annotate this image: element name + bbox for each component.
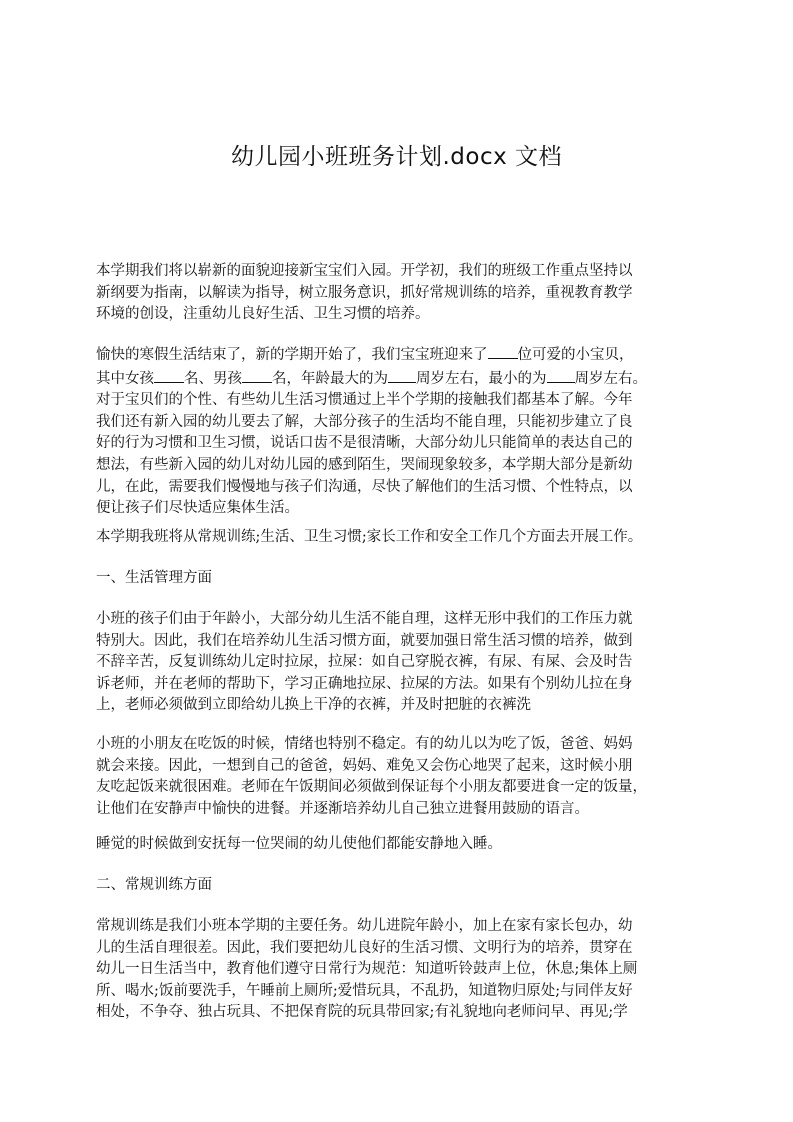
text-line: 睡觉的时候做到安抚每一位哭闹的幼儿使他们都能安静地入睡。 (96, 836, 502, 852)
text-line: 友吃起饭来就很困难。老师在午饭期间必须做到保证每个小朋友都要进食一定的饭量， (96, 779, 647, 796)
text-line: 就会来接。因此，一想到自己的爸爸，妈妈、难免又会伤心地哭了起来，这时候小朋 (96, 757, 633, 774)
text-line: 儿的生活自理很差。因此，我们要把幼儿良好的生活习惯、文明行为的培养，贯穿在 (96, 939, 633, 956)
text-line: 不辞辛苦，反复训练幼儿定时拉尿，拉屎：如自己穿脱衣裤，有尿、有屎、会及时告 (96, 654, 633, 671)
section-heading-routine-training (96, 875, 702, 897)
fill-blank (488, 343, 518, 359)
text-line: 诉老师，并在老师的帮助下，学习正确地拉尿、拉屎的方法。如果有个别幼儿拉在身 (96, 675, 633, 692)
text-line: 所、喝水;饭前要洗手，午睡前上厕所;爱惜玩具，不乱扔，知道物归原处;与同伴友好 (96, 982, 633, 999)
text-line: 新纲要为指南，以解读为指导，树立服务意识，抓好常规训练的培养，重视教育教学 (96, 284, 633, 301)
text-line: 小班的小朋友在吃饭的时候，情绪也特别不稳定。有的幼儿以为吃了饭，爸爸、妈妈 (96, 736, 633, 752)
fill-blank (154, 367, 184, 383)
heading-text: 二、常规训练方面 (96, 877, 212, 893)
text-segment: 名、男孩 (184, 370, 242, 387)
paragraph-class-overview (96, 343, 702, 520)
text-line: 本学期我们将以崭新的面貌迎接新宝宝们入园。开学初，我们的班级工作重点坚持以 (96, 263, 633, 279)
text-line: 好的行为习惯和卫生习惯，说话口齿不是很清晰，大部分幼儿只能简单的表达自己的 (96, 435, 633, 452)
text-segment: 周岁左右。 (574, 370, 647, 387)
text-line: 常规训练是我们小班本学期的主要任务。幼儿进院年龄小，加上在家有家长包办，幼 (96, 918, 633, 934)
text-segment: 其中女孩 (96, 370, 154, 387)
text-line: 想法，有些新入园的幼儿对幼儿园的感到陌生，哭闹现象较多，本学期大部分是新幼 (96, 456, 633, 473)
document-title: 幼儿园小班班务计划.docx 文档 (230, 144, 563, 170)
text-line: 小班的孩子们由于年龄小，大部分幼儿生活不能自理，这样无形中我们的工作压力就 (96, 611, 633, 627)
text-segment: 周岁左右，最小的为 (416, 370, 547, 387)
text-line: 本学期我班将从常规训练;生活、卫生习惯;家长工作和安全工作几个方面去开展工作。 (96, 529, 643, 545)
text-line: 特别大。因此，我们在培养幼儿生活习惯方面，就要加强日常生活习惯的培养，做到 (96, 632, 633, 649)
text-segment: 名，年龄最大的为 (272, 370, 388, 387)
text-line: 便让孩子们尽快适应集体生活。 (96, 500, 299, 517)
text-line: 对于宝贝们的个性、有些幼儿生活习惯通过上半个学期的接触我们都基本了解。今年 (96, 392, 633, 409)
text-line: 环境的创设，注重幼儿良好生活、卫生习惯的培养。 (96, 306, 430, 323)
fill-blank (547, 367, 575, 383)
paragraph-work-areas (96, 527, 702, 549)
text-line: 我们还有新入园的幼儿要去了解，大部分孩子的生活均不能自理，只能初步建立了良 (96, 413, 633, 430)
text-line: 上，老师必须做到立即给幼儿换上干净的衣裤，并及时把脏的衣裤洗 (96, 697, 531, 714)
paragraph-mealtime (96, 734, 702, 820)
text-segment: 愉快的寒假生活结束了，新的学期开始了，我们宝宝班迎来了 (96, 347, 488, 363)
text-line-with-blanks (96, 367, 702, 391)
paragraph-naptime (96, 834, 702, 856)
section-heading-life-management (96, 568, 702, 590)
paragraph-intro (96, 261, 702, 326)
paragraph-life-habits (96, 609, 702, 717)
text-line: 幼儿一日生活当中，教育他们遵守日常行为规范：知道听铃鼓声上位，休息;集体上厕 (96, 961, 638, 978)
paragraph-routine-training (96, 916, 702, 1024)
text-line: 儿，在此，需要我们慢慢地与孩子们沟通，尽快了解他们的生活习惯、个性特点，以 (96, 478, 633, 495)
text-line: 相处，不争夺、独占玩具、不把保育院的玩具带回家;有礼貌地向老师问早、再见;学 (96, 1004, 628, 1021)
fill-blank (242, 367, 272, 383)
text-line: 让他们在安静声中愉快的进餐。并逐渐培养幼儿自己独立进餐用鼓励的语言。 (96, 800, 589, 817)
heading-text: 一、生活管理方面 (96, 570, 212, 586)
text-segment: 位可爱的小宝贝， (517, 347, 634, 363)
text-line-with-blank (96, 343, 702, 367)
fill-blank (388, 367, 416, 383)
